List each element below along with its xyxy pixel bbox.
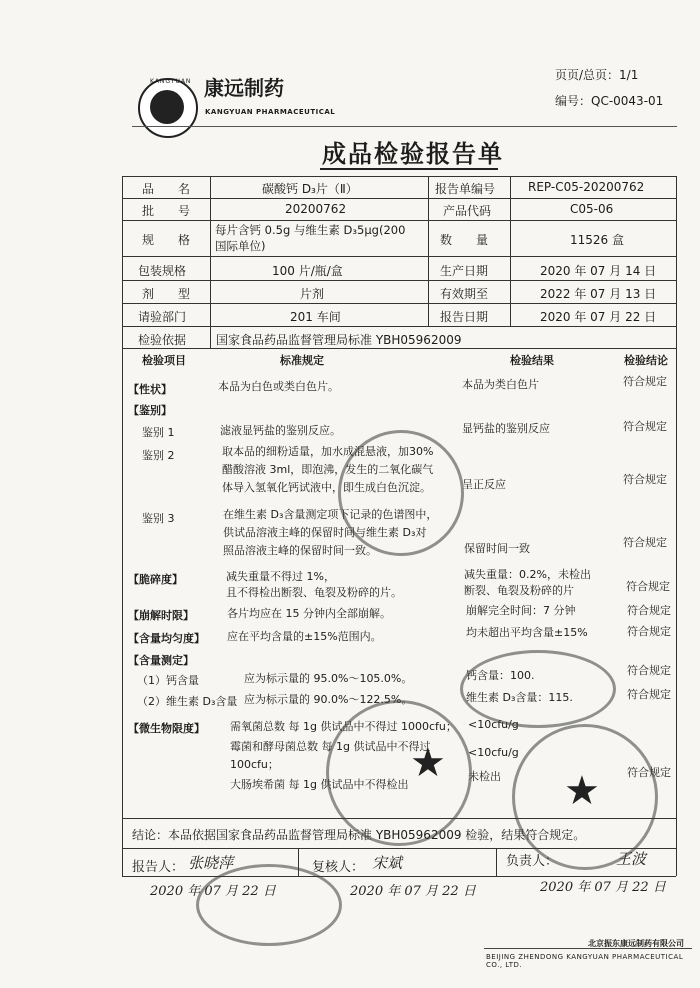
row-calcium-result: 钙含量：100. (466, 669, 535, 682)
report-no-label: 报告单编号 (435, 182, 496, 196)
mfg-date-value: 2020 年 07 月 14 日 (540, 264, 657, 278)
logo-ring-text: KANGYUAN (150, 78, 192, 85)
row-disintegration-result: 崩解完全时间：7 分钟 (466, 604, 576, 617)
row-microbial-standard-line-3: 100cfu； (230, 758, 279, 771)
row-microbial-item: 【微生物限度】 (128, 722, 205, 735)
reviewer-date: 2020 年 07 月 22 日 (350, 884, 476, 899)
footer-company-en: BEIJING ZHENDONG KANGYUAN PHARMACEUTICAL CO., LTD. (486, 953, 684, 969)
row-disintegration-standard: 各片均应在 15 分钟内全部崩解。 (227, 607, 391, 620)
row-appearance-result: 本品为类白色片 (462, 378, 539, 391)
row-microbial-result-3: 未检出 (468, 770, 501, 783)
row-id3-standard-line-2: 供试品溶液主峰的保留时间与维生素 D₃对 (223, 526, 427, 539)
col-header-conclusion: 检验结论 (624, 354, 668, 367)
row-disintegration-item: 【崩解时限】 (128, 609, 194, 622)
row-calcium-conclusion: 符合规定 (627, 664, 671, 677)
row-appearance-standard: 本品为白色或类白色片。 (218, 380, 339, 393)
page-title: 成品检验报告单 (322, 140, 504, 168)
row-vitd3-item: （2）维生素 D₃含量 (137, 695, 238, 708)
row-id3-result: 保留时间一致 (464, 542, 530, 555)
row-friability-standard-line-1: 减失重量不得过 1%， (226, 570, 335, 583)
sig-right-border (676, 818, 677, 876)
product-label: 品 名 (142, 182, 191, 196)
spec-value-line-1: 每片含钙 0.5g 与维生素 D₃5μg(200 (215, 223, 406, 237)
mfg-date-label: 生产日期 (440, 264, 489, 278)
company-name-en: KANGYUAN PHARMACEUTICAL (205, 108, 336, 116)
expiry-label: 有效期至 (440, 287, 489, 301)
dept-value: 201 车间 (290, 310, 341, 324)
row-id1-item: 鉴别 1 (142, 426, 175, 439)
row-id3-standard-line-1: 在维生素 D₃含量测定项下记录的色谱图中， (223, 508, 438, 521)
row-id3-conclusion: 符合规定 (623, 536, 667, 549)
sig-divider-2 (496, 848, 497, 876)
row-microbial-standard-line-1: 需氧菌总数 每 1g 供试品中不得过 1000cfu； (230, 720, 457, 733)
row-id1-conclusion: 符合规定 (623, 420, 667, 433)
results-right-border (676, 348, 677, 818)
basis-label: 检验依据 (138, 333, 187, 347)
row-id2-item: 鉴别 2 (142, 449, 175, 462)
row-id3-item: 鉴别 3 (142, 512, 175, 525)
document-number: 编号：QC-0043-01 (555, 94, 664, 108)
star-icon: ★ (410, 740, 446, 786)
batch-label: 批 号 (142, 204, 191, 218)
row-id2-standard-line-3: 体导入氢氧化钙试液中，即生成白色沉淀。 (222, 481, 431, 494)
dept-label: 请验部门 (138, 310, 187, 324)
row-uniformity-standard: 应在平均含量的±15%范围内。 (227, 630, 382, 643)
row-disintegration-conclusion: 符合规定 (627, 604, 671, 617)
row-id2-standard-line-1: 取本品的细粉适量，加水成混悬液，加30% (222, 445, 434, 458)
row-uniformity-result: 均未超出平均含量±15% (466, 626, 588, 639)
row-microbial-conclusion: 符合规定 (627, 766, 671, 779)
title-underline (320, 168, 498, 170)
row-microbial-standard-line-2: 霉菌和酵母菌总数 每 1g 供试品中不得过 (230, 740, 431, 753)
report-date-label: 报告日期 (440, 310, 489, 324)
row-calcium-standard: 应为标示量的 95.0%～105.0%。 (244, 672, 413, 685)
reporter-label: 报告人： (132, 860, 185, 875)
expiry-value: 2022 年 07 月 13 日 (540, 287, 657, 301)
code-value: C05-06 (570, 202, 614, 216)
row-id2-standard-line-2: 醋酸溶液 3ml，即泡沸，发生的二氧化碳气 (222, 463, 434, 476)
sig-left-border (122, 818, 123, 876)
report-no-value: REP-C05-20200762 (528, 180, 645, 194)
oval-stamp-1 (460, 650, 616, 728)
basis-value: 国家食品药品监督管理局标准 YBH05962009 (216, 333, 462, 347)
footer-company-cn: 北京振东康远制药有限公司 (588, 939, 684, 948)
row-microbial-standard-line-4: 大肠埃希菌 每 1g 供试品中不得检出 (230, 778, 409, 791)
row-microbial-result-2: <10cfu/g (468, 746, 519, 759)
col-header-standard: 标准规定 (280, 354, 324, 367)
footer-divider (484, 948, 692, 949)
seal-stamp-2 (326, 700, 472, 846)
report-date-value: 2020 年 07 月 22 日 (540, 310, 657, 324)
logo-icon (150, 90, 184, 124)
qty-label: 数 量 (440, 233, 489, 247)
spec-label: 规 格 (142, 233, 191, 247)
row-vitd3-conclusion: 符合规定 (627, 688, 671, 701)
pack-label: 包装规格 (138, 264, 187, 278)
pack-value: 100 片/瓶/盒 (272, 264, 343, 278)
row-friability-item: 【脆碎度】 (128, 573, 183, 586)
qty-value: 11526 盒 (570, 233, 624, 247)
row-vitd3-result: 维生素 D₃含量：115. (466, 691, 573, 704)
code-label: 产品代码 (443, 204, 492, 218)
product-value: 碳酸钙 D₃片（Ⅱ） (262, 182, 358, 196)
row-uniformity-item: 【含量均匀度】 (128, 632, 205, 645)
reviewer-signature: 宋斌 (372, 854, 403, 872)
row-assay-item: 【含量测定】 (128, 654, 194, 667)
row-appearance-item: 【性状】 (128, 383, 172, 396)
reviewer-label: 复核人： (312, 860, 365, 875)
reporter-signature: 张晓萍 (188, 854, 234, 872)
page-info: 页页/总页：1/1 (555, 68, 639, 82)
row-calcium-item: （1）钙含量 (137, 674, 199, 687)
results-left-border (122, 348, 123, 818)
row-id1-result: 显钙盐的鉴别反应 (462, 422, 550, 435)
header-divider (132, 126, 677, 127)
row-friability-result-line-1: 减失重量：0.2%，未检出 (464, 568, 591, 581)
oval-stamp-2 (196, 864, 342, 946)
form-value: 片剂 (300, 287, 325, 301)
responsible-signature: 王波 (616, 850, 647, 868)
company-name-cn: 康远制药 (204, 76, 284, 100)
row-friability-conclusion: 符合规定 (626, 580, 670, 593)
row-appearance-conclusion: 符合规定 (623, 375, 667, 388)
conclusion-text: 结论：本品依据国家食品药品监督管理局标准 YBH05962009 检验，结果符合规定。 (132, 828, 586, 842)
seal-stamp-1 (338, 430, 464, 556)
row-id1-standard: 滤液显钙盐的鉴别反应。 (220, 424, 341, 437)
row-id2-result: 呈正反应 (462, 478, 506, 491)
spec-value-line-2: 国际单位) (215, 239, 266, 253)
row-friability-result-line-2: 断裂、龟裂及粉碎的片 (464, 584, 574, 597)
form-label: 剂 型 (142, 287, 191, 301)
responsible-date: 2020 年 07 月 22 日 (540, 880, 666, 895)
row-uniformity-conclusion: 符合规定 (627, 625, 671, 638)
reporter-date: 2020 年 07 月 22 日 (150, 884, 276, 899)
star-icon: ★ (564, 768, 600, 814)
row-microbial-result-1: <10cfu/g (468, 718, 519, 731)
col-header-result: 检验结果 (510, 354, 554, 367)
row-identification-item: 【鉴别】 (128, 404, 172, 417)
batch-value: 20200762 (285, 202, 347, 216)
row-vitd3-standard: 应为标示量的 90.0%～122.5%。 (244, 693, 413, 706)
responsible-label: 负责人： (506, 854, 559, 869)
row-id3-standard-line-3: 照品溶液主峰的保留时间一致。 (223, 544, 377, 557)
row-friability-standard-line-2: 且不得检出断裂、龟裂及粉碎的片。 (226, 586, 402, 599)
col-header-item: 检验项目 (142, 354, 186, 367)
row-id2-conclusion: 符合规定 (623, 473, 667, 486)
